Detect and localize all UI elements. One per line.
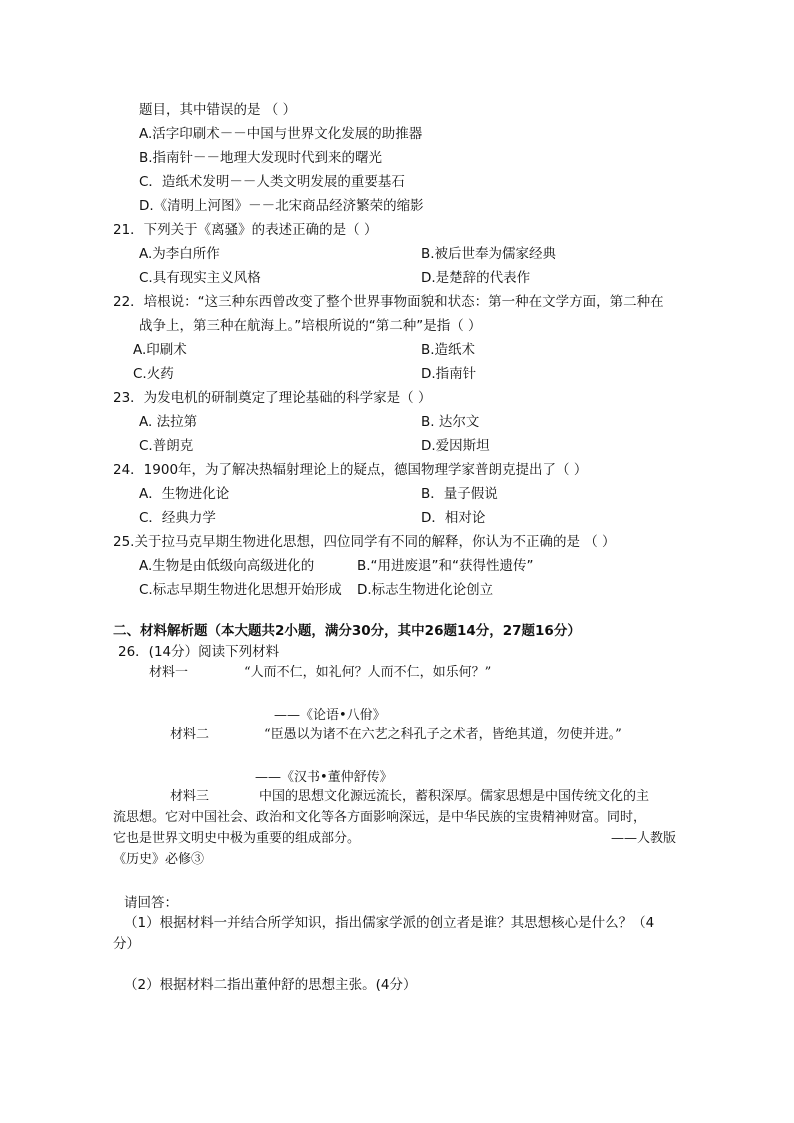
q23-stem: 23．为发电机的研制奠定了理论基础的科学家是（ ）	[113, 390, 432, 406]
q23-option-a: A. 法拉第	[139, 414, 198, 430]
q21-stem: 21．下列关于《离骚》的表述正确的是（ ）	[113, 222, 378, 238]
q21-option-d: D.是楚辞的代表作	[421, 270, 531, 286]
q21-option-c: C.具有现实主义风格	[139, 270, 261, 286]
q21-option-b: B.被后世奉为儒家经典	[421, 246, 557, 262]
q23-option-d: D.爱因斯坦	[421, 438, 490, 454]
q24-option-a: A．生物进化论	[139, 486, 230, 502]
material3-label: 材料三	[170, 789, 210, 804]
material3-text-line2: 流思想。它对中国社会、政治和文化等各方面影响深远，是中华民族的宝贵精神财富。同时，	[113, 810, 647, 825]
q20-option-b: B.指南针－－地理大发现时代到来的曙光	[139, 150, 383, 166]
q22-option-c: C.火药	[133, 366, 174, 382]
sub-question-1-line2: 分）	[113, 936, 140, 952]
material2-text: “臣愚以为诸不在六艺之科孔子之术者，皆绝其道，勿使并进。”	[264, 727, 622, 742]
q22-option-b: B.造纸术	[421, 342, 476, 358]
q25-option-c: C.标志早期生物进化思想开始形成	[139, 582, 342, 598]
material1-text: “人而不仁，如礼何？人而不仁，如乐何？”	[244, 665, 492, 680]
q25-option-b: B.“用进废退”和“获得性遗传”	[357, 558, 534, 574]
q25-stem: 25.关于拉马克早期生物进化思想，四位同学有不同的解释，你认为不正确的是 （ ）	[113, 534, 616, 550]
material2-source: ——《汉书•董仲舒传》	[255, 770, 393, 785]
sub-question-2: （2）根据材料二指出董仲舒的思想主张。(4分）	[124, 977, 417, 993]
answer-prompt: 请回答：	[124, 895, 178, 911]
q22-stem-line1: 22．培根说：“这三种东西曾改变了整个世界事物面貌和状态：第一种在文学方面，第二种在	[113, 294, 664, 310]
material3-text-line1: 中国的思想文化源远流长，蓄积深厚。儒家思想是中国传统文化的主	[259, 789, 650, 804]
material2-label: 材料二	[170, 727, 210, 742]
q23-option-b: B. 达尔文	[421, 414, 480, 430]
material1-source: ——《论语•八佾》	[274, 708, 386, 723]
material1-label: 材料一	[149, 665, 189, 680]
q26-header: 26．(14分）阅读下列材料	[118, 644, 280, 660]
q20-option-d: D.《清明上河图》－－北宋商品经济繁荣的缩影	[139, 198, 424, 214]
q21-option-a: A.为李白所作	[139, 246, 220, 262]
q22-option-a: A.印刷术	[133, 342, 187, 358]
q23-option-c: C.普朗克	[139, 438, 194, 454]
q24-stem: 24．1900年，为了解决热辐射理论上的疑点，德国物理学家普朗克提出了（ ）	[113, 462, 588, 478]
q20-option-c: C．造纸术发明－－人类文明发展的重要基石	[139, 174, 405, 190]
material3-source-a: ——人教版	[611, 831, 677, 846]
q24-option-c: C．经典力学	[139, 510, 216, 526]
section2-heading: 二、材料解析题（本大题共2小题，满分30分，其中26题14分，27题16分）	[113, 623, 581, 639]
q20-stem-tail: 题目，其中错误的是 （ ）	[139, 102, 297, 118]
q25-option-d: D.标志生物进化论创立	[357, 582, 494, 598]
material3-text-line3: 它也是世界文明史中极为重要的组成部分。	[113, 831, 361, 846]
q24-option-b: B．量子假说	[421, 486, 498, 502]
sub-question-1-line1: （1）根据材料一并结合所学知识，指出儒家学派的创立者是谁？其思想核心是什么？（4	[124, 915, 655, 931]
q24-option-d: D．相对论	[421, 510, 486, 526]
q20-option-a: A.活字印刷术－－中国与世界文化发展的助推器	[139, 126, 423, 142]
q22-stem-line2: 战争上，第三种在航海上。”培根所说的“第二种”是指（ ）	[139, 318, 482, 334]
material3-source-b: 《历史》必修③	[113, 852, 205, 867]
q25-option-a: A.生物是由低级向高级进化的	[139, 558, 315, 574]
q22-option-d: D.指南针	[421, 366, 477, 382]
